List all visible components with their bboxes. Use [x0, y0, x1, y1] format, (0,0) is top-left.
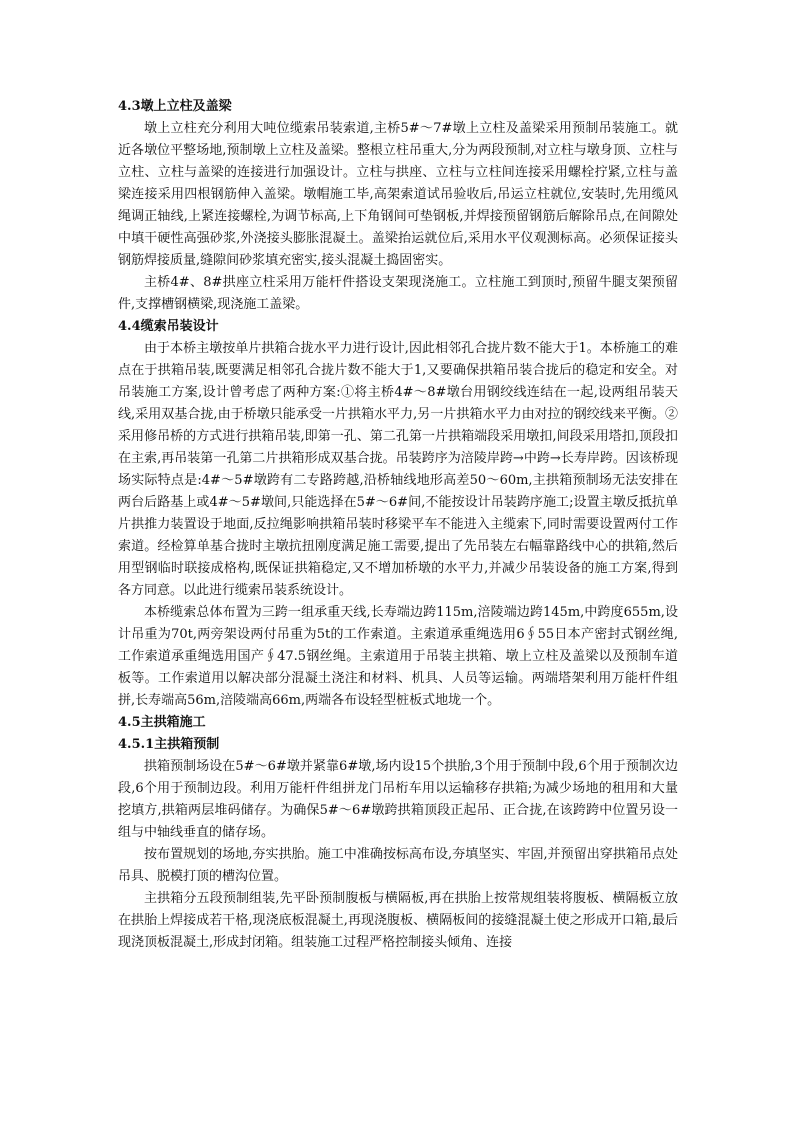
section-heading-4-5: 4.5主拱箱施工: [118, 715, 206, 730]
paragraph: 由于本桥主墩按单片拱箱合拢水平力进行设计,因此相邻孔合拢片数不能大于1。本桥施工的难点在于拱箱吊装,既要满足相邻孔合拢片数不能大于1,又要确保拱箱吊装合拢后的稳定和安全。对吊装施工方案,设计曾考虑了两种方案:①将主桥4#～8#墩台用钢绞线连结在一起,设两组吊装天线,采用双基合拢,由于桥墩只能承受一片拱箱水平力,另一片拱箱水平力由对拉的钢绞线来平衡。②采用修吊桥的方式进行拱箱吊装,即第一孔、第二孔第一片拱箱端段采用墩扣,间段采用塔扣,顶段扣在主索,再吊装第一孔第二片拱箱形成双基合拢。吊装跨序为涪陵岸跨→中跨→长寿岸跨。因该桥现场实际特点是:4#～5#墩跨有二专路跨越,沿桥轴线地形高差50～60m,主拱箱预制场无法安排在两台后路基上或4#～5#墩间,只能选择在5#～6#间,不能按设计吊装跨序施工;设置主墩反抵抗单片拱推力装置设于地面,反拉绳影响拱箱吊装时移梁平车不能进入主缆索下,同时需要设置两付工作索道。经检算单基合拢时主墩抗扭刚度满足施工需要,提出了先吊装左右幅靠路线中心的拱箱,然后用型钢临时联接成格构,既保证拱箱稳定,又不增加桥墩的水平力,并减少吊装设备的施工方案,得到各方同意。以此进行缆索吊装系统设计。: [118, 341, 678, 598]
section-heading-4-4: 4.4缆索吊装设计: [118, 319, 219, 334]
paragraph: 拱箱预制场设在5#～6#墩并紧靠6#墩,场内设15个拱胎,3个用于预制中段,6个用于预制次边段,6个用于预制边段。利用万能杆件组拼龙门吊桁车用以运输移存拱箱;为减少场地的租用和大量挖填方,拱箱两层堆码储存。为确保5#～6#墩跨拱箱顶段正起吊、正合拢,在该跨跨中位置另设一组与中轴线垂直的储存场。: [118, 759, 678, 840]
paragraph: 主拱箱分五段预制组装,先平卧预制腹板与横隔板,再在拱胎上按常规组装将腹板、横隔板立放在拱胎上焊接成若干格,现浇底板混凝土,再现浇腹板、横隔板间的接缝混凝土使之形成开口箱,最后现浇顶板混凝土,形成封闭箱。组装施工过程严格控制接头倾角、连接: [118, 891, 678, 950]
section-heading-4-3: 4.3墩上立柱及盖梁: [118, 99, 232, 114]
paragraph: 墩上立柱充分利用大吨位缆索吊装索道,主桥5#～7#墩上立柱及盖梁采用预制吊装施工。就近各墩位平整场地,预制墩上立柱及盖梁。整根立柱吊重大,分为两段预制,对立柱与墩身顶、立柱与立柱、立柱与盖梁的连接进行加强设计。立柱与拱座、立柱与立柱间连接采用螺栓拧紧,立柱与盖梁连接采用四根钢筋伸入盖梁。墩帽施工毕,高架索道试吊验收后,吊运立柱就位,安装时,先用缆风绳调正轴线,上紧连接螺栓,为调节标高,上下角钢间可垫钢板,并焊接预留钢筋后解除吊点,在间隙处中填干硬性高强砂浆,外浇接头膨胀混凝土。盖梁抬运就位后,采用水平仪观测标高。必须保证接头钢筋焊接质量,缝隙间砂浆填充密实,接头混凝土捣固密实。: [118, 121, 678, 268]
paragraph: 主桥4#、8#拱座立柱采用万能杆件搭设支架现浇施工。立柱施工到顶时,预留牛腿支架预留件,支撑槽钢横梁,现浇施工盖梁。: [118, 275, 678, 312]
document-page: [118, 96, 678, 954]
paragraph: 按布置规划的场地,夯实拱胎。施工中准确按标高布设,夯填坚实、牢固,并预留出穿拱箱吊点处吊具、脱模打顶的槽沟位置。: [118, 847, 678, 884]
subsection-heading-4-5-1: 4.5.1主拱箱预制: [118, 737, 220, 752]
paragraph: 本桥缆索总体布置为三跨一组承重天线,长寿端边跨115m,涪陵端边跨145m,中跨度655m,设计吊重为70t,两旁架设两付吊重为5t的工作索道。主索道承重绳选用6∮55日本产密封式钢丝绳,工作索道承重绳选用国产∮47.5钢丝绳。主索道用于吊装主拱箱、墩上立柱及盖梁以及预制车道板等。工作索道用以解决部分混凝土浇注和材料、机具、人员等运输。两端塔架利用万能杆件组拼,长寿端高56m,涪陵端高66m,两端各布设轻型桩板式地垅一个。: [118, 605, 678, 708]
